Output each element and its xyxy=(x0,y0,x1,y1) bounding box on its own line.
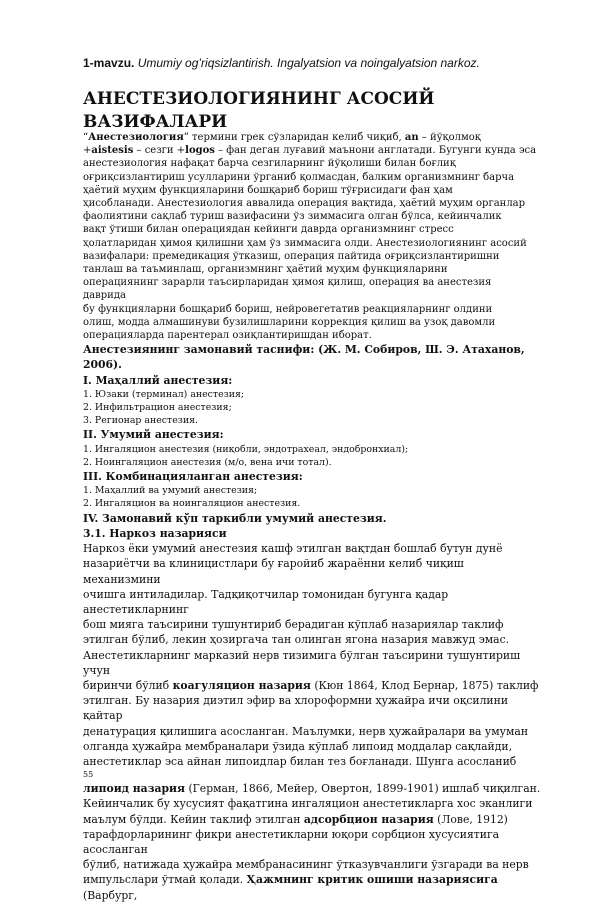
text-run: маълум бўлди. Кейин таклиф этилган xyxy=(83,812,304,826)
section-1-title: I. Маҳаллий анестезия: xyxy=(83,373,233,387)
text-run: ” термини грек сўзларидан келиб чиқиб, xyxy=(183,132,405,143)
intro-line-2 xyxy=(83,144,543,157)
text-line: олганда ҳужайра мембраналари ўзида кўплаб липоид моддалар сақлайди, xyxy=(83,739,513,753)
theory-paragraph-3 xyxy=(83,827,543,873)
text-line: этилган бўлиб, лекин ҳозиргача тан олинган ягона назария мавжуд эмас. xyxy=(83,633,510,647)
intro-line-1 xyxy=(83,131,543,144)
text-line: ҳолатларидан ҳимоя қилишни ҳам ўз зиммасига олди. Анестезиологиянинг асосий xyxy=(83,237,527,249)
body-text xyxy=(83,131,543,903)
theory-line-adsorption xyxy=(83,812,543,827)
text-line: Наркоз ёки умумий анестезия кашф этилган вақтдан бошлаб бутун дунё xyxy=(83,542,503,556)
text-run: – фан деган луғавий маънони англатади. Бугунги кунда эса xyxy=(214,145,537,157)
topic-header xyxy=(83,55,543,71)
term-coagulation-theory: коагуляцион назария xyxy=(172,678,311,692)
list-item: 1. Маҳаллий ва умумий анестезия; xyxy=(83,485,258,497)
term-adsorption-theory: адсорбцион назария xyxy=(303,812,434,826)
term-logos: logos xyxy=(185,145,215,157)
text-line: бўлиб, натижада ҳужайра мембранасининг ўтказувчанлиги ўзгаради ва нерв xyxy=(83,858,529,872)
page-number: 55 xyxy=(83,770,94,780)
list-item: 2. Ингаляцион ва ноингаляцион анестезия. xyxy=(83,498,301,510)
text-line: асосланган xyxy=(83,842,148,856)
text-line: назариётчи ва клиницистлари бу ғаройиб жараённи келиб чиқиш механизмини xyxy=(83,557,464,586)
text-line: танлаш ва таъминлаш, организмнинг ҳаётий муҳим функцияларини xyxy=(83,264,448,276)
text-line: вазифалари: премедикация ўтказиш, операция пайтида оғриқсизлантиришни xyxy=(83,250,500,262)
text-run: импульслари ўтмай қолади. xyxy=(83,873,247,887)
text-line: очишга интиладилар. Тадқиқотчилар томонидан бугунга қадар анестетикларнинг xyxy=(83,587,449,616)
text-line: этилган. Бу назария диэтил эфир ва хлороформни ҳужайра ичи оқсилини қайтар xyxy=(83,694,509,723)
text-line: анестезиология нафақат барча сезгиларнинг йўқолиши билан боғлиқ xyxy=(83,158,456,170)
term-an: an xyxy=(404,132,419,143)
theory-line-lipoid xyxy=(83,781,543,796)
list-item: 3. Регионар анестезия. xyxy=(83,415,199,427)
text-line: оғриқсизлантириш усулларини ўрганиб қолмасдан, балким организмнинг барча xyxy=(83,171,515,183)
section-1-list xyxy=(83,388,543,428)
text-line: даврида xyxy=(83,290,126,302)
text-run: (Герман, 1866, Мейер, Овертон, 1899-1901) ишлаб чиқилган. xyxy=(185,782,541,796)
text-run: – сезги + xyxy=(133,145,186,157)
topic-number: 1-mavzu. xyxy=(83,56,135,70)
section-3-list xyxy=(83,484,543,510)
text-line: бош мияга таъсирини тушунтириб берадиган кўплаб назариялар таклиф xyxy=(83,618,504,632)
text-run: (Варбург, xyxy=(83,888,138,902)
text-run: биринчи бўлиб xyxy=(83,678,173,692)
text-line: ҳисобланади. Анестезиология аввалида операция вақтида, ҳаётий муҳим органлар xyxy=(83,198,526,210)
classification-heading-cont: 2006). xyxy=(83,358,122,372)
theory-paragraph xyxy=(83,541,543,678)
title-line-1: АНЕСТЕЗИОЛОГИЯНИНГ АСОСИЙ xyxy=(83,89,435,109)
section-2-list xyxy=(83,443,543,469)
text-run: – йўқолмоқ xyxy=(418,132,481,143)
text-line: бу функцияларни бошқариб бориш, нейровегетатив реакцияларнинг олдини xyxy=(83,303,493,315)
text-line: фаолиятини сақлаб туриш вазифасини ўз зиммасига олган бўлса, кейинчалик xyxy=(83,211,502,223)
section-2-title: II. Умумий анестезия: xyxy=(83,428,224,442)
theory-line-later: Кейинчалик бу хусусият фақатгина ингаляцион анестетикларга хос эканлиги xyxy=(83,797,533,811)
text-run: + xyxy=(83,145,92,157)
list-item: 2. Инфильтрацион анестезия; xyxy=(83,402,232,414)
text-line: вақт ўтиши билан операциядан кейинги даврда организмнинг стресс xyxy=(83,224,454,236)
page-title xyxy=(83,88,523,134)
text-line: операцияларда парентерал озиқлантиришдан иборат. xyxy=(83,330,372,342)
list-item: 1. Ингаляцион анестезия (ниқобли, эндотрахеал, эндобронхиал); xyxy=(83,443,409,455)
subsection-3-1-title: 3.1. Наркоз назарияси xyxy=(83,526,227,540)
theory-line-coagulation xyxy=(83,678,543,693)
text-run: (Кюн 1864, Клод Бернар, 1875) таклиф xyxy=(310,678,539,692)
term-lipoid-theory: липоид назария xyxy=(83,782,186,796)
theory-line-critical xyxy=(83,872,543,902)
text-line: ҳаётий муҳим функцияларини бошқариб бориш тўғрисидаги фан ҳам xyxy=(83,184,453,196)
text-run: (Лове, 1912) xyxy=(433,812,508,826)
topic-text: Umumiy og’riqsizlantirish. Ingalyatsion va noingalyatsion narkoz. xyxy=(134,56,480,70)
text-line: операциянинг зарарли таъсирларидан ҳимоя қилиш, операция ва анестезия xyxy=(83,277,492,289)
section-4-title: IV. Замонавий кўп таркибли умумий анестезия. xyxy=(83,511,387,525)
text-run: “ xyxy=(83,132,89,143)
term-critical-volume-theory: Ҳажмнинг критик ошиши назариясига xyxy=(246,873,498,887)
text-line: тарафдорларининг фикри анестетикларни юқори сорбцион хусусиятига xyxy=(83,827,500,841)
classification-heading: Анестезиянинг замонавий таснифи: (Ж. М. Собиров, Ш. Э. Атаханов, xyxy=(83,343,525,357)
list-item: 2. Ноингаляцион анестезия (м/о, вена ичи тотал). xyxy=(83,456,332,468)
theory-paragraph-2 xyxy=(83,693,543,769)
text-line: олиш, модда алмашинуви бузилишларини коррекция қилиш ва узоқ давомли xyxy=(83,316,496,328)
section-3-title: III. Комбинацияланган анестезия: xyxy=(83,470,303,484)
text-line: денатурация қилишига асосланган. Маълумки, нерв ҳужайралари ва умуман xyxy=(83,724,529,738)
text-line: Анестетикларнинг марказий нерв тизимига бўлган таъсирини тушунтириш учун xyxy=(83,648,521,677)
intro-paragraph xyxy=(83,157,543,342)
term-anesthesiology: Анестезиология xyxy=(88,132,184,143)
text-line: анестетиклар эса айнан липоидлар билан тез боғланади. Шунга асосланиб xyxy=(83,754,517,768)
list-item: 1. Юзаки (терминал) анестезия; xyxy=(83,388,245,400)
title-line-2: ВАЗИФАЛАРИ xyxy=(83,112,228,132)
term-aistesis: aistesis xyxy=(91,145,134,157)
